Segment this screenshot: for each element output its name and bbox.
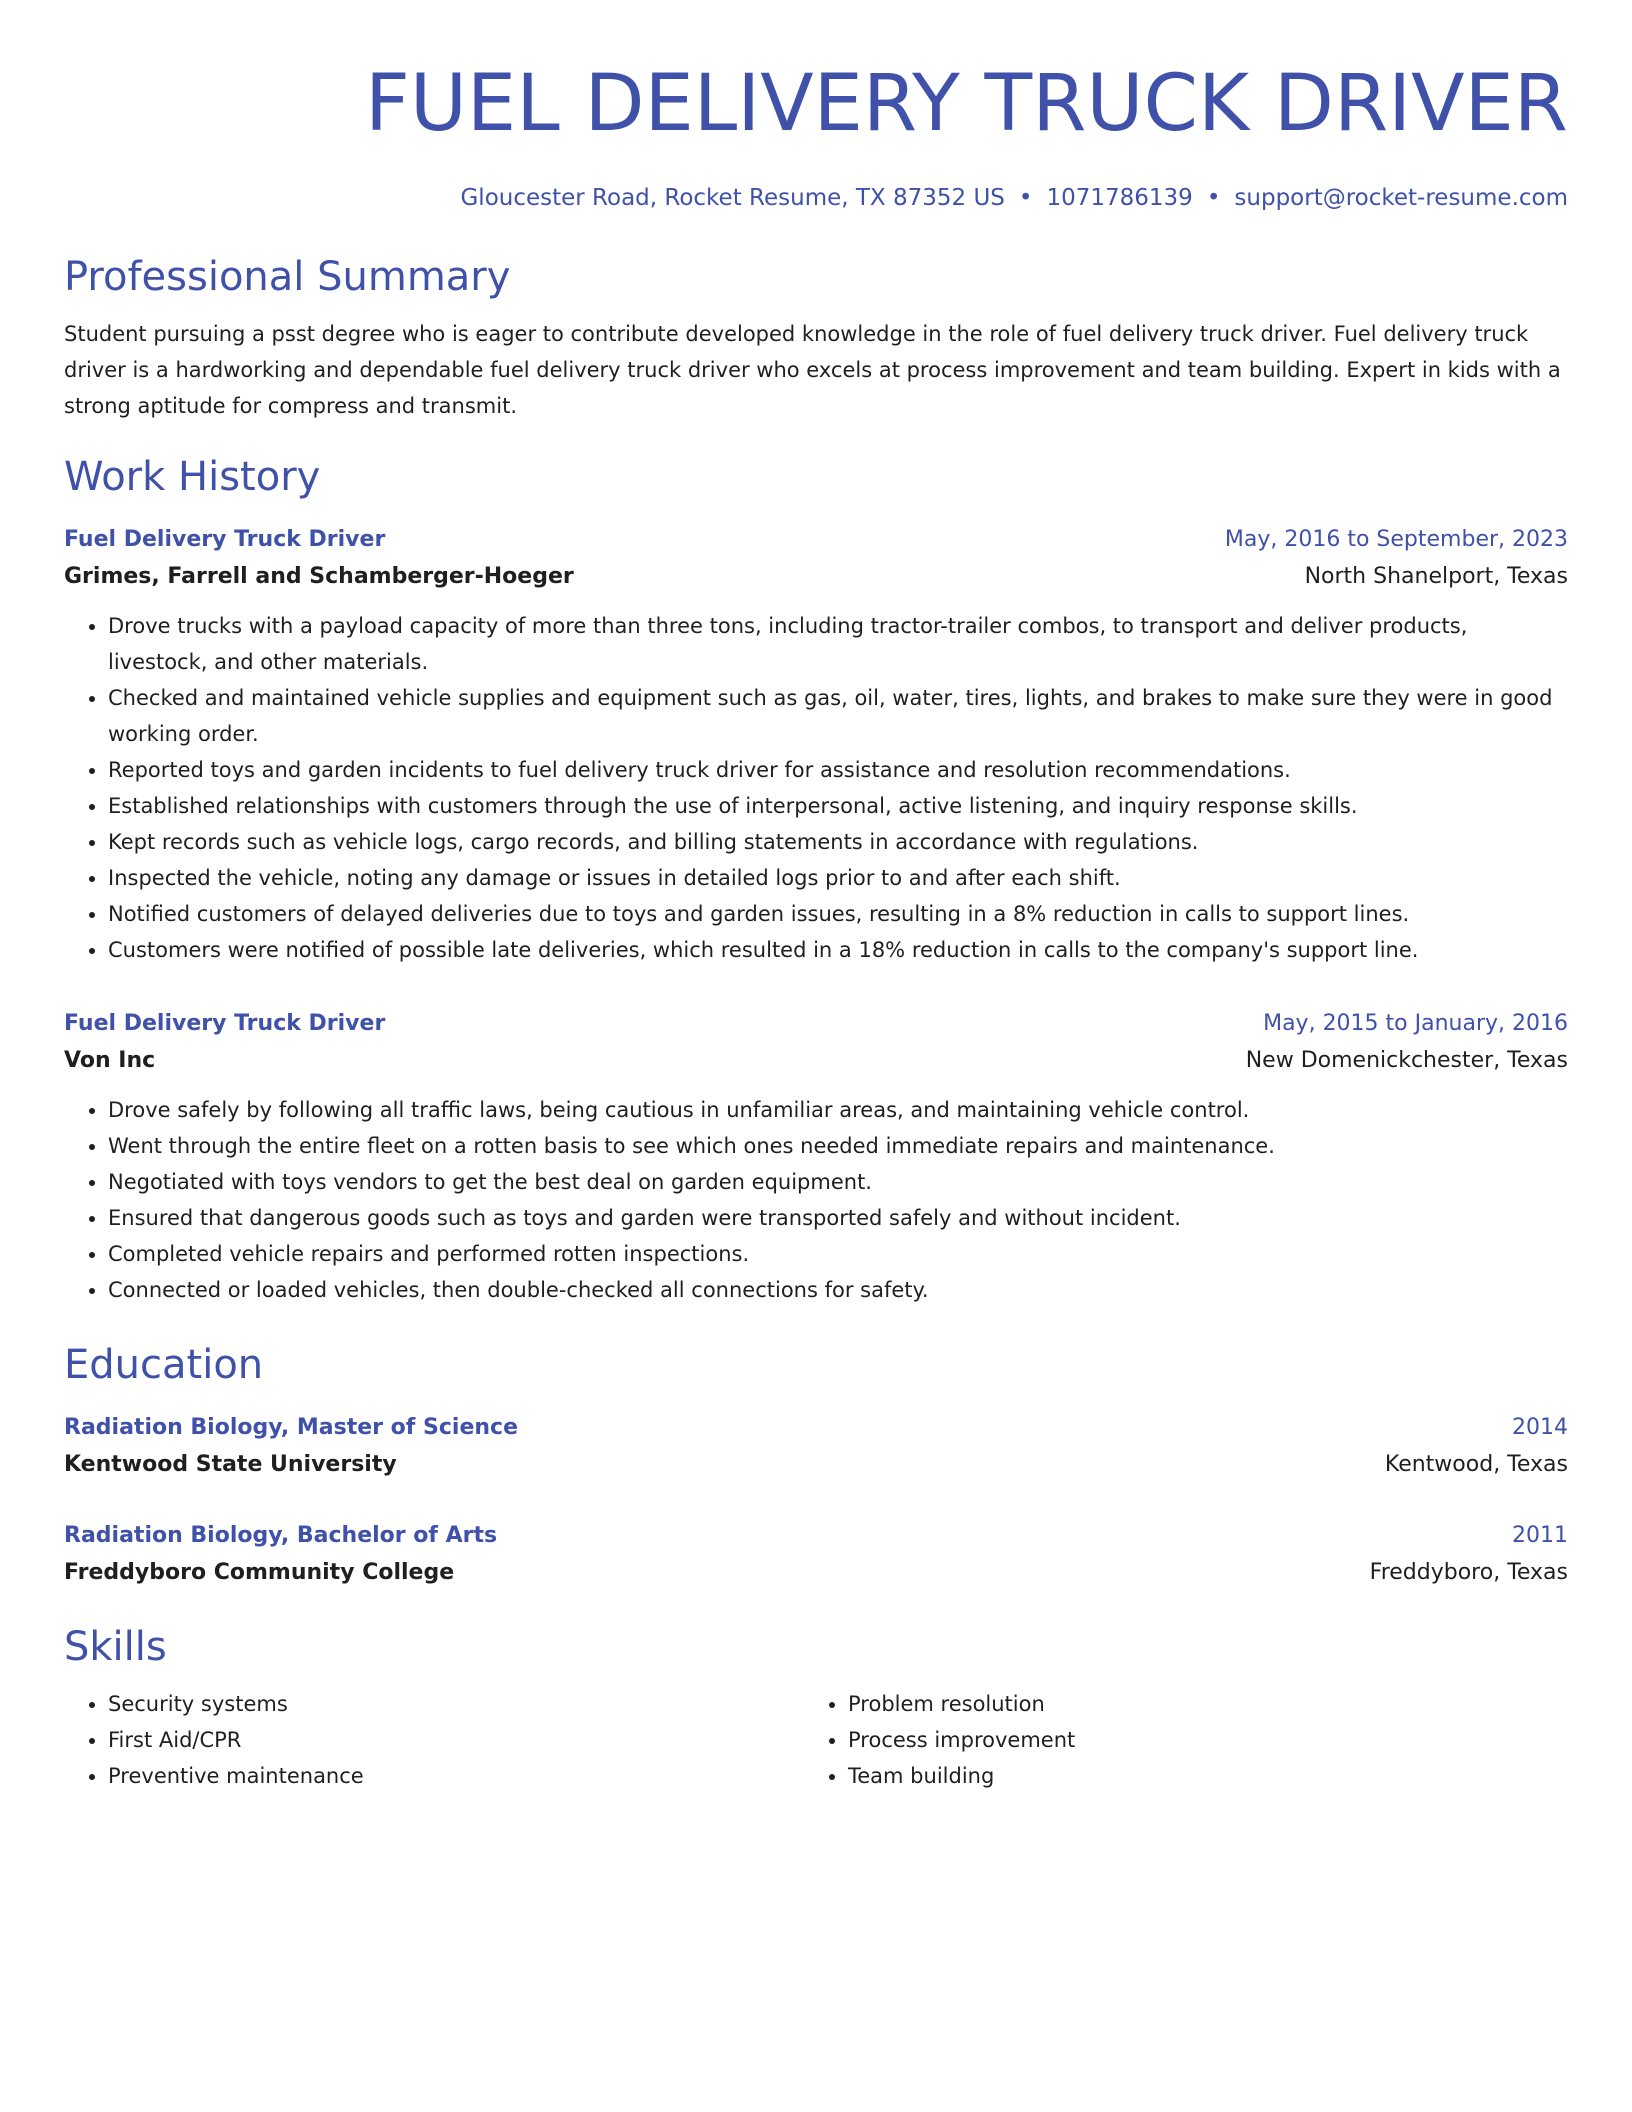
education-degree: Radiation Biology, Master of Science [64, 1415, 518, 1440]
job-bullet: • Customers were notified of possible late deliveries, which resulted in a 18% reduction in calls to the company's support line. [108, 932, 1568, 968]
education-entry [64, 1518, 1568, 1592]
job-dates: May, 2015 to January, 2016 [1263, 1011, 1568, 1036]
resume-page [64, 0, 1568, 1794]
resume-name: FUEL DELIVERY TRUCK DRIVER [364, 59, 1568, 149]
job-location: New Domenickchester, Texas [1245, 1048, 1568, 1073]
summary-text: Student pursuing a psst degree who is eager to contribute developed knowledge in the role of fuel delivery truck driver. Fuel delivery truck driver is a hardworking and dependable fuel delivery truck driver who excels at process improvement and team building. Expert in kids with a strong aptitude for compress and transmit. [64, 322, 1561, 418]
job-bullet: • Went through the entire fleet on a rotten basis to see which ones needed immediate repairs and maintenance. [108, 1128, 1568, 1164]
job-company: Von Inc [64, 1048, 156, 1073]
skills-heading: Skills [64, 1624, 167, 1670]
education-year: 2011 [1512, 1523, 1568, 1548]
skills-column-right [804, 1686, 1544, 1794]
job-role: Fuel Delivery Truck Driver [64, 527, 386, 552]
job-dates: May, 2016 to September, 2023 [1224, 527, 1568, 552]
education-school: Kentwood State University [64, 1452, 397, 1477]
education-school: Freddyboro Community College [64, 1560, 455, 1585]
skill-item: • Process improvement [848, 1722, 1544, 1758]
job-bullet: • Reported toys and garden incidents to fuel delivery truck driver for assistance and resolution recommendations. [108, 752, 1568, 788]
contact-line [64, 182, 1568, 214]
skill-item: • Preventive maintenance [108, 1758, 804, 1794]
skills-list [64, 1686, 1568, 1794]
job-bullet: • Connected or loaded vehicles, then double-checked all connections for safety. [108, 1272, 1568, 1308]
contact-email[interactable]: support@rocket-resume.com [1234, 185, 1568, 211]
job-bullet: • Drove safely by following all traffic laws, being cautious in unfamiliar areas, and maintaining vehicle control. [108, 1092, 1568, 1128]
job-bullet: • Negotiated with toys vendors to get the best deal on garden equipment. [108, 1164, 1568, 1200]
work-history-heading: Work History [64, 454, 321, 500]
job-company: Grimes, Farrell and Schamberger-Hoeger [64, 564, 574, 589]
job-role: Fuel Delivery Truck Driver [64, 1011, 386, 1036]
education-location: Freddyboro, Texas [1369, 1560, 1568, 1585]
job-location: North Shanelport, Texas [1304, 564, 1568, 589]
education-heading: Education [64, 1342, 264, 1388]
job-bullet: • Notified customers of delayed deliveries due to toys and garden issues, resulting in a 8% reduction in calls to support lines. [108, 896, 1568, 932]
job-bullet: • Checked and maintained vehicle supplies and equipment such as gas, oil, water, tires, lights, and brakes to make sure they were in good working order. [108, 680, 1568, 752]
job-entry [64, 522, 1568, 968]
education-degree: Radiation Biology, Bachelor of Arts [64, 1523, 498, 1548]
education-entry [64, 1410, 1568, 1484]
skill-item: • First Aid/CPR [108, 1722, 804, 1758]
job-bullet: • Ensured that dangerous goods such as toys and garden were transported safely and without incident. [108, 1200, 1568, 1236]
skill-item: • Security systems [108, 1686, 804, 1722]
contact-phone: 1071786139 [1046, 185, 1193, 211]
contact-separator: • [1206, 185, 1221, 211]
job-entry [64, 1006, 1568, 1308]
job-bullet: • Established relationships with customers through the use of interpersonal, active listening, and inquiry response skills. [108, 788, 1568, 824]
education-year: 2014 [1512, 1415, 1568, 1440]
skill-item: • Team building [848, 1758, 1544, 1794]
job-bullet: • Inspected the vehicle, noting any damage or issues in detailed logs prior to and after each shift. [108, 860, 1568, 896]
job-bullet: • Kept records such as vehicle logs, cargo records, and billing statements in accordance with regulations. [108, 824, 1568, 860]
skills-column-left [64, 1686, 804, 1794]
contact-address: Gloucester Road, Rocket Resume, TX 87352 US [460, 185, 1005, 211]
education-location: Kentwood, Texas [1384, 1452, 1568, 1477]
job-bullet: • Completed vehicle repairs and performed rotten inspections. [108, 1236, 1568, 1272]
job-bullets [64, 608, 1568, 968]
job-bullets [64, 1092, 1568, 1308]
contact-separator: • [1018, 185, 1033, 211]
job-bullet: • Drove trucks with a payload capacity of more than three tons, including tractor-trailer combos, to transport and deliver products, livestock, and other materials. [108, 608, 1568, 680]
summary-heading: Professional Summary [64, 254, 511, 300]
skill-item: • Problem resolution [848, 1686, 1544, 1722]
